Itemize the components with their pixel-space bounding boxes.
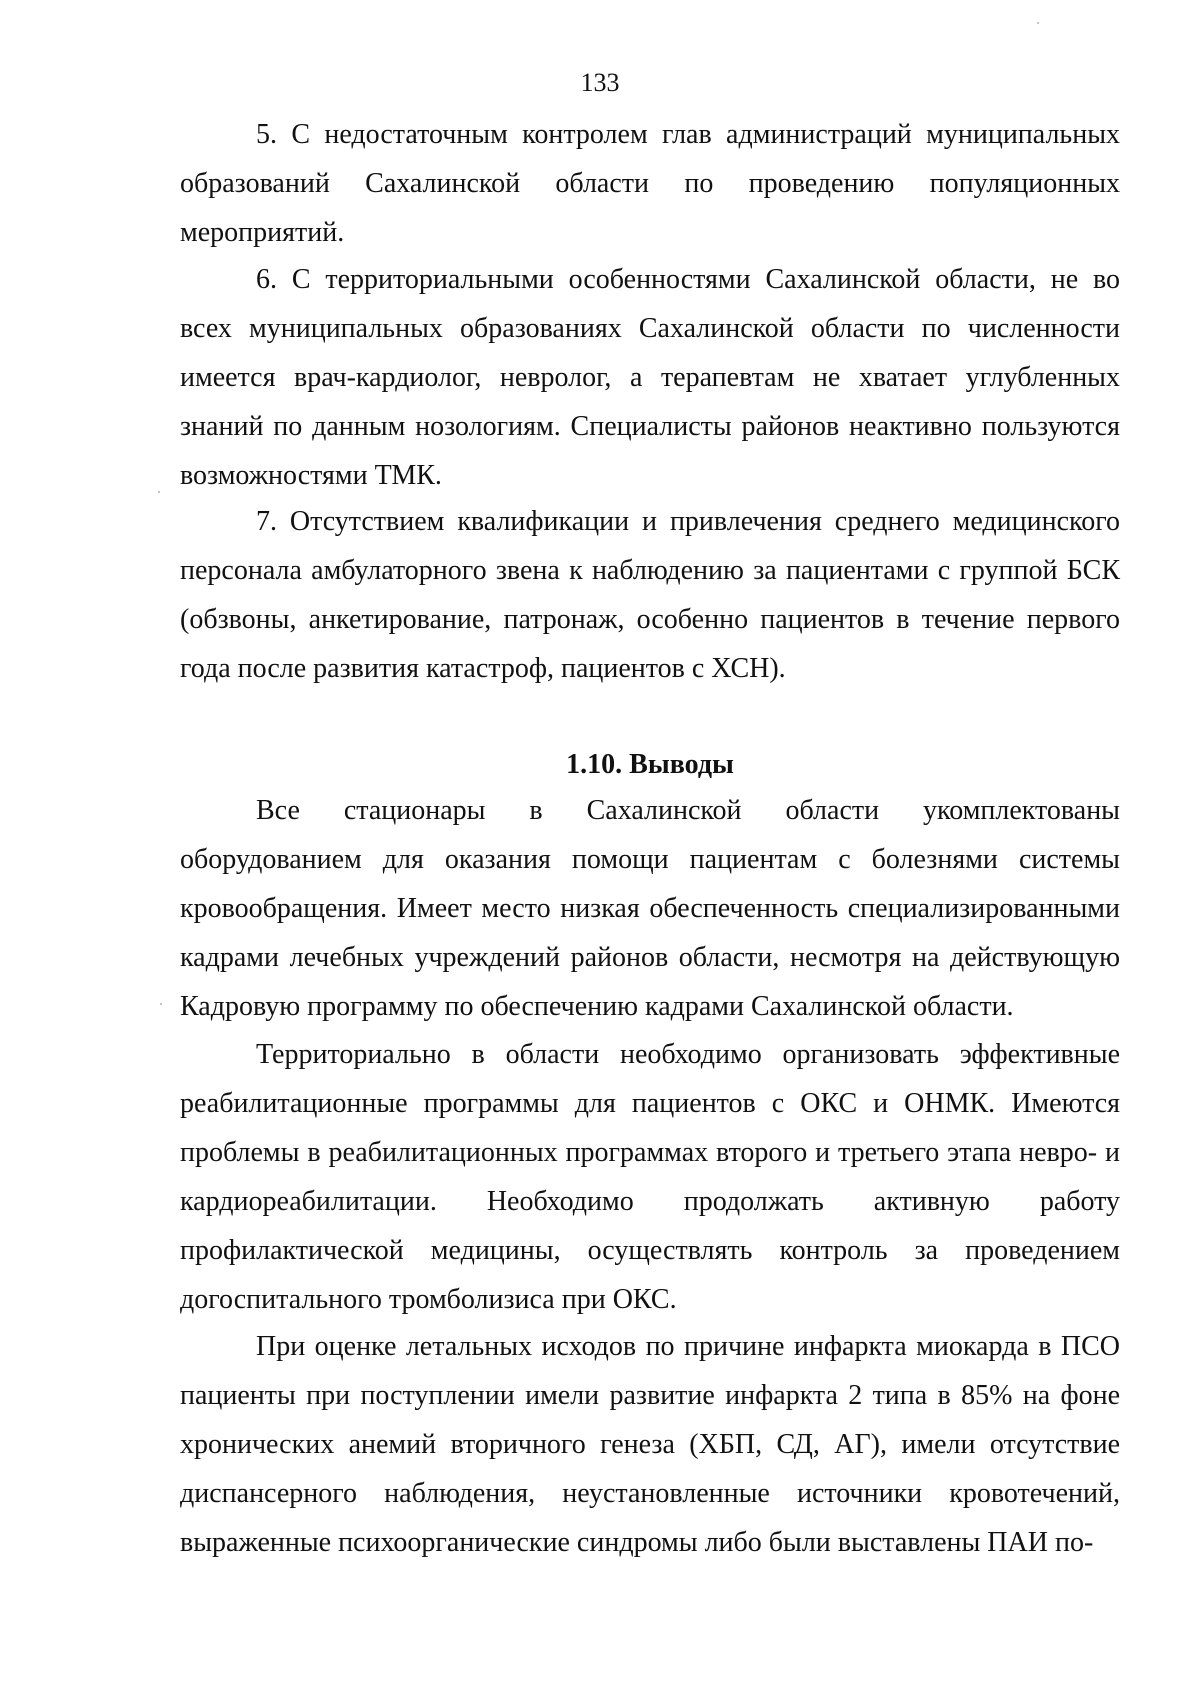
scan-speck (160, 1003, 162, 1005)
section-heading: 1.10. Выводы (566, 749, 734, 780)
paragraph-text: При оценке летальных исходов по причине инфаркта миокарда в ПСО пациенты при поступлении имели развитие инфаркта 2 типа в 85% на фоне хронических анемий вторичного генеза (ХБП, СД, АГ), имели отсутствие диспансерного наблюдения, неустановленные источники кровотечений, выраженные психоорганические синдромы либо были выставлены ПАИ по- (180, 1331, 1120, 1558)
page-number: 133 (580, 68, 620, 97)
paragraph-item-5 (180, 110, 1120, 257)
paragraph-item-6 (180, 255, 1120, 500)
paragraph-item-7 (180, 497, 1120, 693)
paragraph-text: Все стационары в Сахалинской области укомплектованы оборудованием для оказания помощи пациентам с болезнями системы кровообращения. Имеет место низкая обеспеченность специализированными кадрами лечебных учреждений районов области, несмотря на действующую Кадровую программу по обеспечению кадрами Сахалинской области. (180, 795, 1120, 1022)
conclusion-paragraph-1 (180, 786, 1120, 1031)
paragraph-text: 6. С территориальными особенностями Сахалинской области, не во всех муниципальных образованиях Сахалинской области по численности имеется врач-кардиолог, невролог, а терапевтам не хватает углубленных знаний по данным нозологиям. Специалисты районов неактивно пользуются возможностями ТМК. (180, 264, 1120, 491)
conclusion-paragraph-2 (180, 1030, 1120, 1324)
scan-speck (158, 491, 160, 493)
conclusion-paragraph-3 (180, 1322, 1120, 1567)
paragraph-text: Территориально в области необходимо организовать эффективные реабилитационные программы для пациентов с ОКС и ОНМК. Имеются проблемы в реабилитационных программах второго и третьего этапа невро- и кардиореабилитации. Необходимо продолжать активную работу профилактической медицины, осуществлять контроль за проведением догоспитального тромболизиса при ОКС. (180, 1039, 1120, 1315)
paragraph-text: 7. Отсутствием квалификации и привлечения среднего медицинского персонала амбулаторного звена к наблюдению за пациентами с группой БСК (обзвоны, анкетирование, патронаж, особенно пациентов в течение первого года после развития катастроф, пациентов с ХСН). (180, 506, 1120, 684)
scan-speck (1037, 22, 1039, 24)
paragraph-text: 5. С недостаточным контролем глав администраций муниципальных образований Сахалинской области по проведению популяционных мероприятий. (180, 119, 1120, 248)
